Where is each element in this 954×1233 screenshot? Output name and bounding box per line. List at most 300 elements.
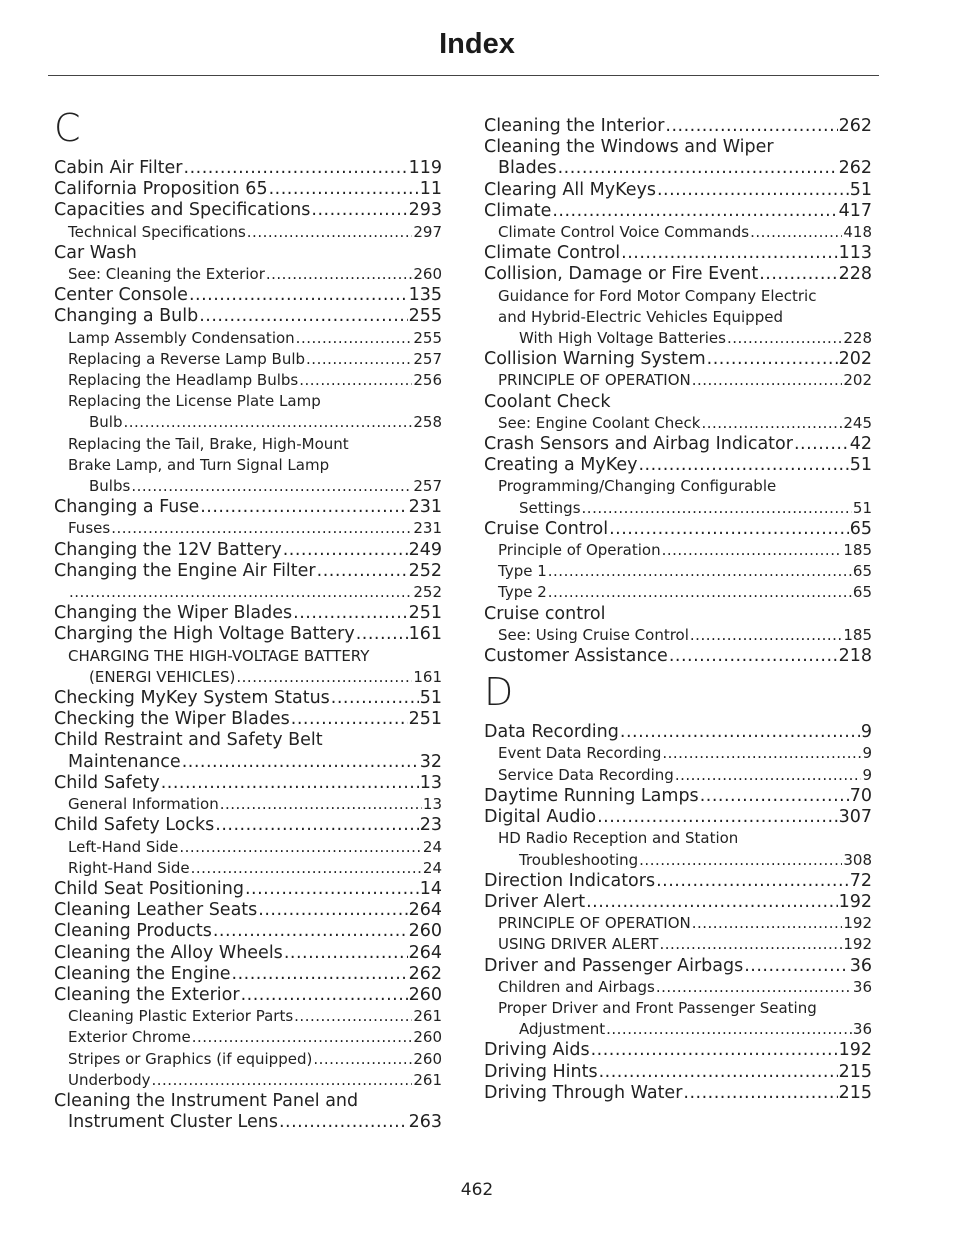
dot-leader xyxy=(552,201,837,222)
index-entry-text: Children and Airbags xyxy=(498,977,655,996)
index-entry-page: 36 xyxy=(852,977,872,996)
dot-leader xyxy=(659,934,842,955)
dot-leader xyxy=(245,879,419,900)
index-entry xyxy=(54,1070,442,1091)
index-entry-line xyxy=(484,1040,872,1061)
index-entry xyxy=(54,582,442,603)
index-entry-page: 23 xyxy=(419,815,442,836)
dot-leader xyxy=(599,1062,838,1083)
dot-leader xyxy=(638,455,848,476)
index-entry-text: Event Data Recording xyxy=(498,744,662,763)
index-entry-text: Underbody xyxy=(68,1070,151,1089)
dot-leader xyxy=(548,561,852,582)
index-entry xyxy=(54,794,442,815)
index-entry xyxy=(484,625,872,646)
index-entry-line xyxy=(54,370,442,391)
index-entry xyxy=(54,370,442,391)
index-entry xyxy=(54,179,442,200)
dot-leader xyxy=(111,518,412,539)
index-entry-line xyxy=(54,264,442,285)
index-entry-line xyxy=(54,412,442,433)
dot-leader xyxy=(669,646,838,667)
dot-leader xyxy=(269,179,419,200)
index-entry-text: Cleaning Plastic Exterior Parts xyxy=(68,1007,294,1026)
index-entry-page: 9 xyxy=(862,744,872,763)
dot-leader xyxy=(152,1070,413,1091)
index-entry-page: 72 xyxy=(849,870,872,891)
index-entry-text: Bulbs xyxy=(89,477,131,496)
index-entry-line xyxy=(484,349,872,370)
index-entry-text: Replacing a Reverse Lamp Bulb xyxy=(68,349,306,368)
index-entry-page: 192 xyxy=(838,891,872,912)
index-entry-text: Driving Through Water xyxy=(484,1082,683,1103)
dot-leader xyxy=(727,328,842,349)
index-entry xyxy=(54,243,442,264)
index-entry-text: Bulb xyxy=(89,413,123,432)
index-entry-text-line: CHARGING THE HIGH-VOLTAGE BATTERY xyxy=(68,646,370,665)
index-entry-text: Climate Control xyxy=(484,243,621,264)
index-entry-text: Climate Control Voice Commands xyxy=(498,223,750,242)
index-entry-text: Type 2 xyxy=(498,583,547,602)
index-entry-line xyxy=(484,722,872,743)
index-entry-text: Data Recording xyxy=(484,722,619,743)
index-entry-page: 245 xyxy=(843,413,872,432)
dot-leader xyxy=(306,349,412,370)
index-entry-page: 113 xyxy=(838,243,872,264)
index-entry-line xyxy=(54,752,442,773)
index-entry xyxy=(484,1062,872,1083)
index-entry-page: 65 xyxy=(852,583,872,602)
index-entry-line xyxy=(54,667,442,688)
dot-leader xyxy=(279,1112,408,1133)
index-entry-line xyxy=(484,328,872,349)
index-entry xyxy=(484,977,872,998)
dot-leader xyxy=(317,561,408,582)
index-entry-text: Collision, Damage or Fire Event xyxy=(484,264,759,285)
index-entry-line xyxy=(54,158,442,179)
index-entry-line xyxy=(484,370,872,391)
index-entry xyxy=(484,180,872,201)
index-entry xyxy=(54,730,442,772)
dot-leader xyxy=(656,871,849,892)
index-entry xyxy=(484,646,872,667)
dot-leader xyxy=(548,582,852,603)
index-entry-text-line: Programming/Changing Configurable xyxy=(498,477,777,496)
index-entry-text: Changing the 12V Battery xyxy=(54,539,282,560)
index-entry-page: 260 xyxy=(408,921,442,942)
index-entry-text: Instrument Cluster Lens xyxy=(68,1112,278,1133)
index-entry-line xyxy=(54,518,442,539)
index-entry xyxy=(54,264,442,285)
index-entry-line xyxy=(54,603,442,624)
dot-leader xyxy=(665,116,837,137)
dot-leader xyxy=(192,1027,413,1048)
index-entry-line xyxy=(54,688,442,709)
index-entry-page: 417 xyxy=(838,200,872,221)
index-entry xyxy=(484,392,872,413)
index-entry-text: Coolant Check xyxy=(484,391,611,412)
index-entry xyxy=(484,934,872,955)
index-entry xyxy=(484,998,872,1040)
index-entry-page: 13 xyxy=(422,795,442,814)
index-entry-text: Troubleshooting xyxy=(519,850,639,869)
index-entry xyxy=(54,985,442,1006)
index-column-left xyxy=(54,107,442,1133)
section-letter: C xyxy=(54,106,81,150)
section-letter: D xyxy=(484,670,514,715)
index-entry-text: Stripes or Graphics (if equipped) xyxy=(68,1049,313,1068)
index-entry-line xyxy=(54,837,442,858)
index-entry-line xyxy=(54,1070,442,1091)
index-entry-text: Driving Hints xyxy=(484,1061,598,1082)
dot-leader xyxy=(236,667,412,688)
dot-leader xyxy=(582,498,852,519)
index-entry-page: 13 xyxy=(419,772,442,793)
index-entry-text: Clearing All MyKeys xyxy=(484,179,656,200)
index-entry-page: 51 xyxy=(419,688,442,709)
index-entry-line xyxy=(54,540,442,561)
index-entry-text: Checking MyKey System Status xyxy=(54,688,330,709)
index-entry-text: Checking the Wiper Blades xyxy=(54,709,290,730)
index-entry-page: 231 xyxy=(408,497,442,518)
index-entry-page: 260 xyxy=(413,1049,442,1068)
index-entry xyxy=(484,1040,872,1061)
index-entry-text: Capacities and Specifications xyxy=(54,200,311,221)
index-entry-text-line: Replacing the Tail, Brake, High-Mount xyxy=(68,434,349,453)
dot-leader xyxy=(690,625,842,646)
index-entry xyxy=(484,349,872,370)
dot-leader xyxy=(189,285,408,306)
index-entry-page: 51 xyxy=(849,179,872,200)
index-entry-page: 308 xyxy=(843,850,872,869)
index-entry-text: Customer Assistance xyxy=(484,646,668,667)
dot-leader xyxy=(266,264,412,285)
index-entry-line xyxy=(484,434,872,455)
index-entry-page: 202 xyxy=(843,371,872,390)
index-entry-line xyxy=(484,222,872,243)
index-entry-text: Crash Sensors and Airbag Indicator xyxy=(484,434,793,455)
index-entry-line xyxy=(54,243,442,264)
dot-leader xyxy=(299,370,412,391)
index-entry-text: See: Engine Coolant Check xyxy=(498,413,701,432)
index-entry xyxy=(484,582,872,603)
dot-leader xyxy=(606,1019,852,1040)
dot-leader xyxy=(191,858,422,879)
index-entry xyxy=(54,900,442,921)
index-entry-page: 231 xyxy=(413,519,442,538)
index-entry-page: 261 xyxy=(413,1070,442,1089)
index-entry-page: 11 xyxy=(419,179,442,200)
index-entry-line xyxy=(54,1027,442,1048)
index-entry-text: Cruise control xyxy=(484,603,606,624)
dot-leader xyxy=(656,977,852,998)
index-entry-page: 9 xyxy=(862,765,872,784)
index-entry-text: Cleaning the Interior xyxy=(484,116,665,136)
index-entry-line xyxy=(54,306,442,327)
dot-leader xyxy=(662,540,843,561)
index-entry-line xyxy=(54,815,442,836)
index-entry-line xyxy=(484,743,872,764)
index-entry xyxy=(54,858,442,879)
index-entry-page: 251 xyxy=(408,709,442,730)
dot-leader xyxy=(794,434,849,455)
index-entry-text: Exterior Chrome xyxy=(68,1028,191,1047)
index-entry xyxy=(54,285,442,306)
index-entry xyxy=(484,201,872,222)
index-entry-page: 293 xyxy=(408,200,442,221)
index-entry-line xyxy=(484,116,872,137)
index-entry-text: Technical Specifications xyxy=(68,222,246,241)
index-entry-page: 9 xyxy=(860,722,872,743)
index-entry-page: 228 xyxy=(838,264,872,285)
index-entry-text: USING DRIVER ALERT xyxy=(498,935,659,954)
index-entry-text: Cleaning the Exterior xyxy=(54,984,240,1005)
dot-leader xyxy=(184,158,408,179)
index-entry xyxy=(54,709,442,730)
index-entry xyxy=(54,1027,442,1048)
index-entry-page: 42 xyxy=(849,434,872,455)
index-entry xyxy=(54,497,442,518)
index-entry-page: 24 xyxy=(422,858,442,877)
index-entry-text: Service Data Recording xyxy=(498,765,674,784)
index-entry-page: 257 xyxy=(413,349,442,368)
index-entry xyxy=(484,413,872,434)
index-entry xyxy=(54,306,442,327)
page-number: 462 xyxy=(460,1180,494,1200)
index-entry xyxy=(54,943,442,964)
dot-leader xyxy=(182,752,419,773)
index-entry-text: Fuses xyxy=(68,519,111,538)
index-entry-line xyxy=(54,985,442,1006)
index-entry-text: Child Safety Locks xyxy=(54,815,215,836)
index-entry-line xyxy=(54,1112,442,1133)
index-entry-line xyxy=(484,850,872,871)
index-entry xyxy=(54,222,442,243)
index-entry-text: PRINCIPLE OF OPERATION xyxy=(498,371,691,390)
index-entry-line xyxy=(54,582,442,603)
index-entry-line xyxy=(484,561,872,582)
dot-leader xyxy=(179,837,422,858)
index-entry-text: Car Wash xyxy=(54,242,137,263)
index-entry-line xyxy=(54,1006,442,1027)
index-entry-line xyxy=(484,498,872,519)
index-entry-page: 215 xyxy=(838,1061,872,1082)
index-entry xyxy=(54,1091,442,1133)
index-entry xyxy=(484,264,872,285)
index-entry xyxy=(484,434,872,455)
index-entry-page: 36 xyxy=(849,955,872,976)
index-entry-line xyxy=(54,349,442,370)
index-entry xyxy=(54,561,442,582)
index-entry xyxy=(54,624,442,645)
index-entry-page: 14 xyxy=(419,878,442,899)
index-entry-page: 70 xyxy=(849,785,872,806)
index-entry-page: 264 xyxy=(408,942,442,963)
index-entry-page: 249 xyxy=(408,539,442,560)
index-entry-text: Adjustment xyxy=(519,1020,606,1039)
dot-leader xyxy=(313,1049,412,1070)
index-entry xyxy=(484,222,872,243)
index-entry-page: 192 xyxy=(843,935,872,954)
index-entry-line xyxy=(54,624,442,645)
index-entry-page: 261 xyxy=(413,1007,442,1026)
index-entry xyxy=(54,158,442,179)
index-entry xyxy=(484,956,872,977)
index-entry-page: 258 xyxy=(413,413,442,432)
index-entry-page: 260 xyxy=(408,984,442,1005)
index-entry-line xyxy=(54,476,442,497)
index-entry-line xyxy=(54,497,442,518)
index-entry-line xyxy=(484,1062,872,1083)
index-entry-text-line: and Hybrid-Electric Vehicles Equipped xyxy=(498,307,783,326)
dot-leader xyxy=(200,497,407,518)
index-entry-page: 119 xyxy=(408,158,442,178)
index-entry-page: 24 xyxy=(422,837,442,856)
index-entry xyxy=(484,137,872,179)
index-entry-text: Settings xyxy=(519,498,581,517)
index-entry-page: 297 xyxy=(413,222,442,241)
dot-leader xyxy=(291,709,408,730)
index-entry xyxy=(484,871,872,892)
index-entry-page: 192 xyxy=(838,1040,872,1061)
index-entry-text: California Proposition 65 xyxy=(54,179,268,200)
index-entry-text: Creating a MyKey xyxy=(484,455,638,476)
index-entry-page: 255 xyxy=(413,328,442,347)
index-entry xyxy=(54,540,442,561)
index-entry-text: Climate xyxy=(484,200,552,221)
index-entry-page: 228 xyxy=(843,329,872,348)
index-entry-text: Child Safety xyxy=(54,772,160,793)
index-entry-line xyxy=(484,455,872,476)
index-entry-page: 251 xyxy=(408,603,442,624)
index-entry-line xyxy=(54,200,442,221)
index-entry xyxy=(484,1083,872,1104)
dot-leader xyxy=(597,807,838,828)
index-entry xyxy=(54,349,442,370)
dot-leader xyxy=(744,956,849,977)
index-entry-text-line: Cleaning the Windows and Wiper xyxy=(484,137,774,158)
index-entry-text: Cleaning the Engine xyxy=(54,963,231,984)
index-entry-text: See: Using Cruise Control xyxy=(498,625,689,644)
index-entry-text: Cleaning Products xyxy=(54,921,212,942)
dot-leader xyxy=(750,222,842,243)
dot-leader xyxy=(258,900,407,921)
index-entry-text: Lamp Assembly Condensation xyxy=(68,328,295,347)
index-entry xyxy=(484,370,872,391)
dot-leader xyxy=(199,306,407,327)
dot-leader xyxy=(621,243,837,264)
index-entry-text: Digital Audio xyxy=(484,807,597,828)
index-entry-text: Driver Alert xyxy=(484,891,586,912)
dot-leader xyxy=(662,743,861,764)
index-entry xyxy=(54,646,442,688)
dot-leader xyxy=(241,985,408,1006)
index-entry xyxy=(54,921,442,942)
index-entry-text: Cabin Air Filter xyxy=(54,158,183,178)
index-entry-line xyxy=(484,977,872,998)
index-entry-page: 260 xyxy=(413,265,442,284)
index-entry-page: 202 xyxy=(838,349,872,370)
index-entry-text: Changing a Bulb xyxy=(54,306,199,327)
index-entry-text: Child Seat Positioning xyxy=(54,878,244,899)
index-entry xyxy=(54,603,442,624)
index-entry xyxy=(54,328,442,349)
index-entry xyxy=(484,892,872,913)
index-entry-line xyxy=(54,179,442,200)
index-entry xyxy=(484,913,872,934)
dot-leader xyxy=(293,603,407,624)
index-entry-page: 262 xyxy=(838,116,872,136)
dot-leader xyxy=(639,850,842,871)
index-entry-text: Replacing the Headlamp Bulbs xyxy=(68,371,299,390)
dot-leader xyxy=(356,624,408,645)
index-entry-page: 256 xyxy=(413,371,442,390)
index-entry-line xyxy=(484,180,872,201)
index-entry-text: Left-Hand Side xyxy=(68,837,179,856)
dot-leader xyxy=(213,921,408,942)
index-entry-page: 65 xyxy=(849,518,872,539)
index-entry-line xyxy=(54,964,442,985)
index-entry-line xyxy=(54,773,442,794)
index-entry-text-line: Guidance for Ford Motor Company Electric xyxy=(498,286,817,305)
index-entry xyxy=(54,1006,442,1027)
index-entry-text: Center Console xyxy=(54,285,188,306)
index-entry-text: Changing a Fuse xyxy=(54,497,200,518)
index-entry-line xyxy=(54,794,442,815)
index-entry-line xyxy=(484,913,872,934)
index-entry xyxy=(54,391,442,433)
index-entry-line xyxy=(54,1049,442,1070)
dot-leader xyxy=(247,222,413,243)
dot-leader xyxy=(700,786,849,807)
index-entry-text: Blades xyxy=(498,158,557,179)
dot-leader xyxy=(220,794,422,815)
dot-leader xyxy=(683,1083,837,1104)
index-entry-line xyxy=(54,285,442,306)
index-entry-text: General Information xyxy=(68,795,219,814)
dot-leader xyxy=(692,913,843,934)
index-entry-page: 51 xyxy=(852,498,872,517)
index-entry-line xyxy=(484,807,872,828)
index-entry-page: 65 xyxy=(852,562,872,581)
index-entry xyxy=(54,1049,442,1070)
index-entry xyxy=(54,200,442,221)
index-entry-text: Cleaning the Alloy Wheels xyxy=(54,942,283,963)
index-entry-line xyxy=(484,1019,872,1040)
index-entry-text: Changing the Wiper Blades xyxy=(54,603,293,624)
index-entry-text-line: Proper Driver and Front Passenger Seating xyxy=(498,998,817,1017)
index-entry-line xyxy=(484,934,872,955)
index-entry-page: 257 xyxy=(413,477,442,496)
index-entry-line xyxy=(54,561,442,582)
index-entry xyxy=(484,286,872,350)
index-entry xyxy=(484,455,872,476)
index-entry-line xyxy=(54,858,442,879)
index-entry-line xyxy=(484,892,872,913)
index-entry-page: 307 xyxy=(838,807,872,828)
index-entry xyxy=(54,879,442,900)
index-entry xyxy=(484,476,872,518)
index-entry-text: Daytime Running Lamps xyxy=(484,785,699,806)
index-entry-line xyxy=(484,765,872,786)
index-entry-line xyxy=(54,921,442,942)
index-entry-text: Driver and Passenger Airbags xyxy=(484,955,744,976)
index-entry-text: (ENERGI VEHICLES) xyxy=(89,667,236,686)
index-entry-page: 255 xyxy=(408,306,442,327)
index-entry-text-line: Replacing the License Plate Lamp xyxy=(68,392,321,411)
index-entry-text: Right-Hand Side xyxy=(68,858,190,877)
index-entry-page: 260 xyxy=(413,1028,442,1047)
